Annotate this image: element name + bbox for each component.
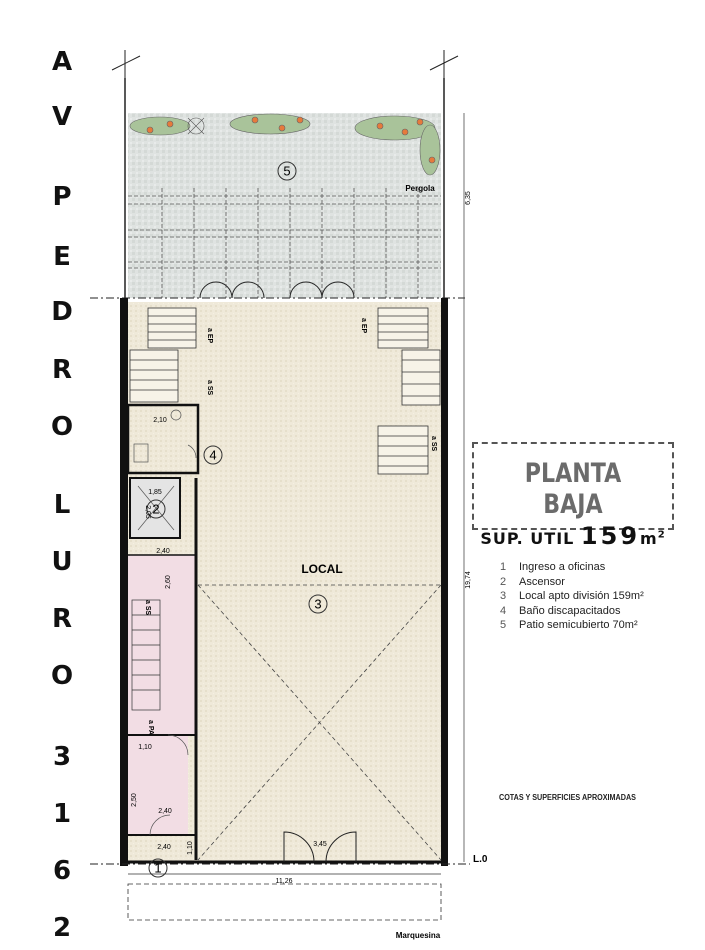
legend-item bbox=[500, 575, 644, 590]
street-letter: E bbox=[53, 242, 71, 272]
legend bbox=[500, 560, 644, 633]
dimension-label: 2,50 bbox=[131, 793, 138, 807]
room-4-label: 4 bbox=[209, 447, 217, 463]
pergola-label: Pergola bbox=[405, 184, 435, 193]
dimension-label: 2,40 bbox=[157, 844, 171, 851]
stair-label: a SS bbox=[430, 436, 437, 452]
stair-label: a EP bbox=[360, 318, 367, 334]
dimension-label: 2,05 bbox=[144, 505, 151, 519]
legend-text: Patio semicubierto 70m² bbox=[519, 619, 638, 631]
street-letter: U bbox=[51, 547, 73, 577]
legend-number: 4 bbox=[500, 604, 507, 617]
room-1-label: 1 bbox=[154, 860, 162, 876]
surface-unit-exponent: 2 bbox=[657, 529, 666, 541]
surface-prefix: SUP. UTIL bbox=[480, 529, 575, 548]
legend-item bbox=[500, 589, 644, 604]
street-letter: L bbox=[53, 490, 71, 520]
title-block bbox=[472, 442, 674, 550]
stair-label: a EP bbox=[206, 328, 213, 344]
street-letter: R bbox=[51, 355, 73, 385]
street-letter: P bbox=[52, 182, 72, 212]
street-letter: V bbox=[51, 102, 73, 132]
dimension-label: 11,26 bbox=[275, 878, 293, 885]
street-letter: 6 bbox=[52, 856, 72, 886]
legend-item bbox=[500, 560, 644, 575]
legend-text: Local apto división 159m² bbox=[519, 590, 644, 602]
north-arrow-icon bbox=[112, 50, 458, 78]
stair-label: a SS bbox=[206, 380, 213, 396]
dimension-label: 2,10 bbox=[153, 417, 167, 424]
wall-left bbox=[120, 298, 128, 866]
dimension-label: 6,35 bbox=[465, 191, 472, 205]
stair-label: a SS bbox=[144, 600, 151, 616]
dimension-label: 2,40 bbox=[156, 548, 170, 555]
legend-item bbox=[500, 618, 644, 633]
dimension-label: 1,10 bbox=[187, 841, 194, 855]
room-5-label: 5 bbox=[283, 163, 291, 179]
room-3-label: 3 bbox=[314, 596, 322, 612]
legend-number: 5 bbox=[500, 619, 507, 631]
street-letter: A bbox=[51, 47, 73, 77]
patio-area bbox=[128, 113, 441, 298]
street-letter: O bbox=[50, 412, 74, 442]
dimension-label: 1,10 bbox=[138, 744, 152, 751]
street-letter: R bbox=[51, 604, 73, 634]
plan-title: PLANTA BAJA bbox=[524, 458, 622, 520]
legend-text: Ingreso a oficinas bbox=[519, 561, 606, 573]
dimension-label: 2,40 bbox=[158, 808, 172, 815]
approximate-note: COTAS Y SUPERFICIES APROXIMADAS bbox=[499, 793, 636, 802]
local-label: LOCAL bbox=[301, 562, 343, 576]
street-letter: 2 bbox=[52, 913, 72, 943]
marquesina-outline bbox=[128, 884, 441, 920]
marquesina-label: Marquesina bbox=[395, 931, 441, 940]
dimension-label: 19,74 bbox=[465, 571, 472, 589]
wall-right bbox=[441, 298, 448, 866]
street-letter: O bbox=[50, 661, 74, 691]
street-letter: 3 bbox=[52, 742, 72, 772]
dimension-label: 3,45 bbox=[313, 841, 327, 848]
street-letter: 1 bbox=[52, 799, 72, 829]
legend-text: Baño discapacitados bbox=[519, 604, 621, 617]
line-zero-label: L.0 bbox=[473, 854, 488, 865]
stair-label: a PA bbox=[147, 720, 154, 736]
dimension-label: 1,85 bbox=[148, 489, 162, 496]
legend-number: 1 bbox=[500, 561, 507, 573]
surface-summary bbox=[474, 522, 672, 550]
street-letter: D bbox=[51, 297, 73, 327]
room-2-label: 2 bbox=[152, 501, 160, 517]
surface-value: 159 bbox=[580, 522, 641, 550]
legend-text: Ascensor bbox=[519, 575, 565, 588]
legend-number: 2 bbox=[500, 575, 507, 588]
dimension-label: 2,60 bbox=[165, 575, 172, 589]
surface-unit: m bbox=[640, 529, 658, 548]
legend-item bbox=[500, 604, 644, 619]
legend-number: 3 bbox=[500, 590, 507, 602]
